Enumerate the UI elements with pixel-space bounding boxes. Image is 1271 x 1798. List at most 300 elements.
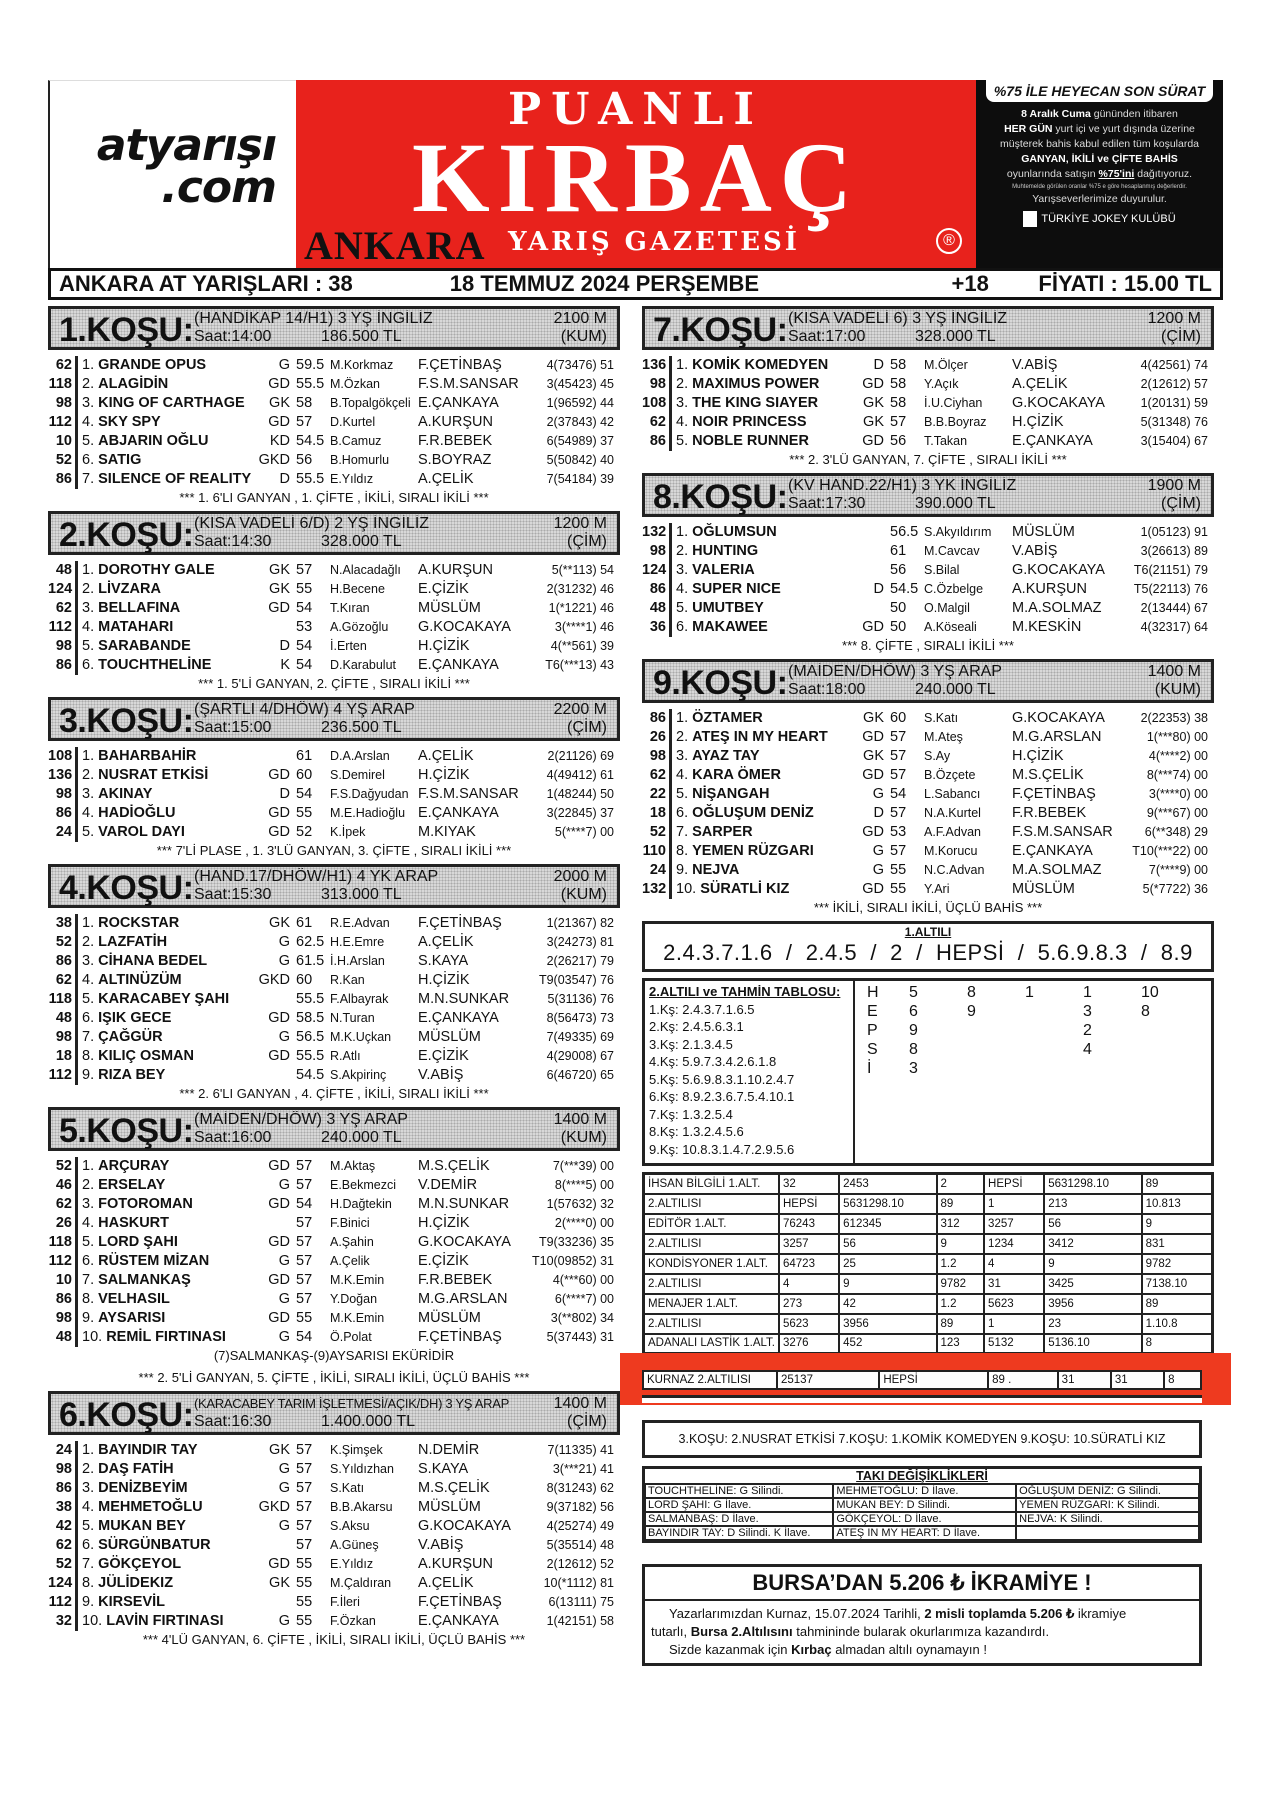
- bursa-p1-post: ikramiye: [1074, 1606, 1127, 1621]
- runner-trainer: F.ÇETİNBAŞ: [418, 1594, 502, 1610]
- hepsi-cell: E: [867, 1003, 878, 1020]
- runner-weight: 61: [890, 543, 907, 559]
- runner-number: 8.: [82, 1575, 95, 1591]
- runner-score: 42: [48, 1517, 78, 1536]
- table-cell: 5631298.10: [1044, 1174, 1141, 1194]
- hepsi-cell: [1141, 1059, 1199, 1078]
- runner-name: YEMEN RÜZGARI: [692, 843, 814, 859]
- hepsi-cell: 3: [1083, 1003, 1092, 1020]
- runner-equipment: G: [872, 843, 884, 859]
- table-cell: 9: [937, 1234, 985, 1254]
- table-cell: 3956: [839, 1314, 936, 1334]
- runner-number: 1.: [676, 710, 689, 726]
- runner-weight: 56: [890, 433, 907, 449]
- runner-number: 8.: [82, 1048, 95, 1064]
- runner-weight: 54.5: [890, 581, 919, 597]
- runner-weight: 54: [296, 1329, 313, 1345]
- race-prize: 236.500 TL: [321, 719, 402, 736]
- hepsi-cell: 2: [1083, 1022, 1092, 1039]
- runner-number: 3.: [676, 562, 689, 578]
- runner-form: 2(26217) 79: [546, 954, 614, 968]
- runner-number: 7.: [82, 1029, 95, 1045]
- hepsi-cell: 8: [1141, 1003, 1150, 1020]
- runner-name-cell: [672, 861, 850, 880]
- runner-weight: 54: [296, 657, 313, 673]
- runner-name-cell: [78, 1195, 256, 1214]
- runner-equipment: GD: [862, 729, 884, 745]
- runner-trainer: G.KOCAKAYA: [1012, 562, 1105, 578]
- table-cell: 5136.10: [1044, 1334, 1141, 1354]
- runner-equipment: G: [278, 1461, 290, 1477]
- table-cell: 1: [984, 1314, 1044, 1334]
- runner-weight: 54.5: [296, 433, 325, 449]
- race-time: Saat:17:30: [788, 495, 866, 512]
- runner-trainer: A.ÇELİK: [418, 1575, 474, 1591]
- runner-score: 86: [48, 804, 78, 823]
- equipment-changes-title: TAKI DEĞİŞİKLİKLERİ: [645, 1469, 1199, 1484]
- runner-trainer: H.ÇİZİK: [418, 972, 470, 988]
- runner-equipment: G: [278, 1253, 290, 1269]
- runner-row: [48, 1252, 620, 1271]
- ad-line5-pre: oyunlarında satışın: [1006, 168, 1099, 180]
- runner-row: [642, 523, 1214, 542]
- hepsi-cell: 1: [1025, 984, 1034, 1001]
- runner-weight: 55: [296, 1310, 313, 1326]
- runner-jockey: N.Turan: [330, 1011, 375, 1025]
- runner-form: 1(*1221) 46: [548, 601, 614, 615]
- runner-name: KOMİK KOMEDYEN: [692, 357, 829, 373]
- runner-weight: 57: [296, 1499, 313, 1515]
- runner-name-cell: [672, 804, 850, 823]
- race-conditions: (HAND.17/DHÖW/H1) 4 YK ARAP: [194, 868, 439, 885]
- runner-trainer: F.R.BEBEK: [418, 1272, 493, 1288]
- runner-trainer: V.ABİŞ: [418, 1537, 464, 1553]
- runner-equipment: GKD: [258, 1499, 290, 1515]
- runner-name-cell: [78, 1460, 256, 1479]
- runner-jockey: A.F.Advan: [924, 825, 981, 839]
- runner-trainer: N.DEMİR: [418, 1442, 480, 1458]
- runner-weight: 57: [890, 414, 907, 430]
- runner-trainer: M.G.ARSLAN: [418, 1291, 508, 1307]
- runner-number: 6.: [82, 1253, 95, 1269]
- runner-name-cell: [78, 1612, 256, 1631]
- runner-list: [48, 1441, 620, 1631]
- runner-trainer: E.ÇANKAYA: [1012, 843, 1093, 859]
- runner-weight: 61: [296, 915, 313, 931]
- runner-form: 6(**348) 29: [1144, 825, 1208, 839]
- runner-number: 4.: [676, 581, 689, 597]
- runner-trainer: F.S.M.SANSAR: [418, 786, 519, 802]
- race-surface: (ÇİM): [1161, 328, 1201, 345]
- runner-name: NOBLE RUNNER: [692, 433, 809, 449]
- info-bar: [48, 268, 1223, 300]
- table-cell: 10.813: [1142, 1194, 1213, 1214]
- runner-row: [642, 599, 1214, 618]
- runner-jockey: Y.Açık: [924, 377, 959, 391]
- runner-jockey: A.Şahin: [330, 1235, 374, 1249]
- race-prize: 313.000 TL: [321, 886, 402, 903]
- runner-jockey: A.Güneş: [330, 1538, 379, 1552]
- table-cell: 31: [1058, 1371, 1111, 1389]
- race-time: Saat:16:30: [194, 1413, 272, 1430]
- runner-jockey: D.Kurtel: [330, 415, 376, 429]
- runner-score: 18: [48, 1047, 78, 1066]
- runner-name: DAŞ FATİH: [98, 1461, 174, 1477]
- runner-row: [642, 356, 1214, 375]
- runner-score: 52: [642, 823, 672, 842]
- runner-trainer: A.KURŞUN: [1012, 581, 1087, 597]
- runner-score: 86: [642, 580, 672, 599]
- runner-score: 108: [642, 394, 672, 413]
- runner-equipment: GD: [268, 376, 290, 392]
- runner-score: 108: [48, 747, 78, 766]
- runner-weight: 56.5: [296, 1029, 325, 1045]
- runner-name-cell: [78, 1047, 256, 1066]
- runner-form: 2(22353) 38: [1140, 711, 1208, 725]
- runner-number: 5.: [82, 991, 95, 1007]
- hepsi-cell: [967, 1059, 1025, 1078]
- jockey-club-icon: [1023, 211, 1037, 227]
- runner-name-cell: [78, 785, 256, 804]
- race-surface: (KUM): [1154, 681, 1201, 698]
- runner-number: 10.: [676, 881, 697, 897]
- runner-score: 52: [48, 933, 78, 952]
- table-cell: 213: [1044, 1194, 1141, 1214]
- race-title: 8.KOŞU:: [653, 478, 788, 516]
- table-cell: 4: [779, 1274, 839, 1294]
- runner-form: 7(****9) 00: [1148, 863, 1208, 877]
- logo-line1: atyarışı: [96, 120, 276, 171]
- runner-form: 5(****7) 00: [554, 825, 614, 839]
- runner-score: 112: [48, 1593, 78, 1612]
- runner-name-cell: [78, 413, 256, 432]
- runner-score: 26: [642, 728, 672, 747]
- race-conditions: (MAİDEN/DHÖW) 3 YŞ ARAP: [194, 1111, 408, 1128]
- runner-name: REMİL FIRTINASI: [106, 1329, 226, 1345]
- runner-name: NEJVA: [692, 862, 740, 878]
- runner-trainer: A.ÇELİK: [418, 748, 474, 764]
- runner-name-cell: [78, 432, 256, 451]
- table-cell: EDİTÖR 1.ALT.: [644, 1214, 779, 1234]
- ad-line5-bold: %75'ini: [1098, 168, 1135, 180]
- runner-row: [642, 823, 1214, 842]
- race-bets-note: *** İKİLİ, SIRALI İKİLİ, ÜÇLÜ BAHİS ***: [813, 900, 1043, 915]
- race-prize: 186.500 TL: [321, 328, 402, 345]
- runner-name-cell: [78, 561, 256, 580]
- race-surface: (KUM): [560, 328, 607, 345]
- runner-row: [48, 933, 620, 952]
- runner-score: 62: [48, 599, 78, 618]
- runner-jockey: M.K.Emin: [330, 1311, 385, 1325]
- runner-name-cell: [78, 823, 256, 842]
- race-time: Saat:14:00: [194, 328, 272, 345]
- runner-equipment: D: [279, 638, 290, 654]
- runner-score: 62: [642, 413, 672, 432]
- runner-name-cell: [78, 1536, 256, 1555]
- runner-jockey: A.Gözoğlu: [330, 620, 389, 634]
- runner-number: 7.: [82, 471, 95, 487]
- runner-trainer: F.S.M.SANSAR: [1012, 824, 1113, 840]
- runner-name: SATIG: [98, 452, 142, 468]
- runner-jockey: H.Dağtekin: [330, 1197, 392, 1211]
- race-header: [48, 1391, 620, 1435]
- runner-form: 2(****0) 00: [554, 1216, 614, 1230]
- runner-name-cell: [672, 880, 850, 899]
- runner-jockey: F.Binici: [330, 1216, 370, 1230]
- runner-number: 9.: [82, 1310, 95, 1326]
- runner-form: 4(49412) 61: [546, 768, 614, 782]
- runner-name: NOIR PRINCESS: [692, 414, 807, 430]
- runner-name: SARPER: [692, 824, 753, 840]
- tahmin-table: [642, 978, 1214, 1166]
- runner-score: 98: [48, 785, 78, 804]
- runner-score: 98: [48, 1309, 78, 1328]
- table-cell: 831: [1142, 1234, 1213, 1254]
- runner-name: ATEŞ IN MY HEART: [692, 729, 828, 745]
- runner-trainer: E.ÇİZİK: [418, 581, 469, 597]
- runner-equipment: G: [278, 1029, 290, 1045]
- runner-weight: 58: [890, 376, 907, 392]
- runner-name: VALERIA: [692, 562, 755, 578]
- runner-jockey: E.Yıldız: [330, 472, 374, 486]
- equipment-change-cell: YEMEN RÜZGARI: K Silindi.: [1016, 1498, 1199, 1512]
- runner-weight: 54.5: [296, 1067, 325, 1083]
- runner-trainer: E.ÇANKAYA: [418, 395, 499, 411]
- runner-row: [48, 1009, 620, 1028]
- runner-name: DENİZBEYİM: [98, 1480, 188, 1496]
- runner-number: 2.: [82, 1177, 95, 1193]
- table-row: [644, 1234, 1213, 1254]
- runner-jockey: C.Özbelge: [924, 582, 984, 596]
- race-header: [48, 511, 620, 555]
- table-cell: 42: [839, 1294, 936, 1314]
- runner-row: [48, 1328, 620, 1347]
- runner-number: 3.: [676, 395, 689, 411]
- table-row: [644, 1174, 1213, 1194]
- runner-jockey: S.Ay: [924, 749, 951, 763]
- runner-weight: 59.5: [296, 357, 325, 373]
- runner-row: [48, 451, 620, 470]
- runner-form: 1(57632) 32: [546, 1197, 614, 1211]
- runner-number: 9.: [82, 1067, 95, 1083]
- runner-weight: 55.5: [296, 991, 325, 1007]
- runner-score: 124: [642, 561, 672, 580]
- table-cell: 3257: [779, 1234, 839, 1254]
- runner-trainer: F.S.M.SANSAR: [418, 376, 519, 392]
- runner-form: 2(21126) 69: [547, 749, 614, 763]
- race-title: 1.KOŞU:: [59, 311, 194, 349]
- runner-form: 4(29008) 67: [546, 1049, 614, 1063]
- runner-trainer: M.KESKİN: [1012, 619, 1082, 635]
- runner-form: 2(12612) 52: [546, 1557, 614, 1571]
- runner-score: 62: [48, 971, 78, 990]
- kirbac-banner: [296, 80, 976, 268]
- table-cell: 2.ALTILISI: [644, 1234, 779, 1254]
- tahmin-line: 7.Kş: 1.3.2.5.4: [649, 1106, 733, 1122]
- race-header: [642, 473, 1214, 517]
- race-header: [48, 864, 620, 908]
- runner-name-cell: [672, 413, 850, 432]
- runner-score: 62: [48, 1195, 78, 1214]
- runner-row: [642, 413, 1214, 432]
- table-cell: 7138.10: [1142, 1274, 1213, 1294]
- table-cell: 25137: [777, 1371, 879, 1389]
- runner-jockey: R.E.Advan: [330, 916, 390, 930]
- table-cell: 89: [1142, 1174, 1213, 1194]
- ad-notice: Yarışseverlerimize duyurulur.: [1032, 193, 1167, 205]
- atyarisi-logo: [48, 80, 296, 268]
- runner-trainer: M.A.SOLMAZ: [1012, 862, 1102, 878]
- runner-jockey: F.Özkan: [330, 1614, 376, 1628]
- runner-name: ALAGİDİN: [98, 376, 169, 392]
- runner-row: [642, 618, 1214, 637]
- runner-score: 98: [48, 1028, 78, 1047]
- runner-trainer: MÜSLÜM: [418, 600, 481, 616]
- hepsi-cell: H: [867, 984, 879, 1001]
- runner-name-cell: [78, 1009, 256, 1028]
- table-cell: 32: [779, 1174, 839, 1194]
- bursa-p3-post: almadan altılı oynamayın !: [831, 1642, 987, 1657]
- race-prize: 328.000 TL: [321, 533, 402, 550]
- runner-form: 5(**113) 54: [551, 563, 614, 577]
- equipment-changes: [642, 1466, 1202, 1543]
- runner-form: 6(46720) 65: [546, 1068, 614, 1082]
- runner-name-cell: [78, 451, 256, 470]
- runner-equipment: GK: [269, 581, 290, 597]
- runner-weight: 58: [890, 395, 907, 411]
- race-conditions: (ŞARTLI 4/DHÖW) 4 YŞ ARAP: [194, 701, 415, 718]
- runner-name-cell: [78, 1441, 256, 1460]
- runner-jockey: F.İleri: [330, 1595, 360, 1609]
- runner-list: [48, 914, 620, 1085]
- runner-jockey: A.Köseali: [924, 620, 977, 634]
- runner-row: [48, 1593, 620, 1612]
- race-title: 6.KOŞU:: [59, 1396, 194, 1434]
- runner-score: 24: [48, 1441, 78, 1460]
- runner-weight: 60: [296, 767, 313, 783]
- runner-equipment: GD: [268, 767, 290, 783]
- runner-score: 46: [48, 1176, 78, 1195]
- runner-score: 98: [642, 542, 672, 561]
- runner-weight: 56: [296, 452, 313, 468]
- runner-name: LİVZARA: [98, 581, 161, 597]
- runner-weight: 53: [296, 619, 313, 635]
- runner-name-cell: [78, 1328, 256, 1347]
- runner-form: 8(****5) 00: [554, 1178, 614, 1192]
- runner-weight: 57: [296, 1480, 313, 1496]
- runner-name-cell: [78, 952, 256, 971]
- runner-name-cell: [672, 542, 850, 561]
- race-bets-note: *** 1. 6'LI GANYAN , 1. ÇİFTE , İKİLİ, SIRALI İKİLİ ***: [179, 490, 489, 505]
- runner-equipment: GK: [269, 395, 290, 411]
- runner-form: 7(54184) 39: [546, 472, 614, 486]
- runner-weight: 57: [890, 729, 907, 745]
- runner-name: OĞLUŞUM DENİZ: [692, 805, 814, 821]
- runner-number: 1.: [82, 1158, 95, 1174]
- runner-list: [48, 1157, 620, 1347]
- runner-jockey: M.K.Uçkan: [330, 1030, 392, 1044]
- table-cell: KURNAZ 2.ALTILISI: [643, 1371, 777, 1389]
- runner-form: 4(**561) 39: [550, 639, 614, 653]
- runner-row: [48, 914, 620, 933]
- runner-row: [48, 1555, 620, 1574]
- runner-number: 2.: [676, 729, 689, 745]
- race-title: 3.KOŞU:: [59, 702, 194, 740]
- runner-number: 2.: [82, 376, 95, 392]
- runner-score: 98: [48, 637, 78, 656]
- runner-score: 132: [642, 523, 672, 542]
- runner-number: 5.: [676, 786, 689, 802]
- runner-form: 5(35514) 48: [546, 1538, 614, 1552]
- runner-weight: 54: [296, 1196, 313, 1212]
- table-cell: 64723: [779, 1254, 839, 1274]
- runner-weight: 54: [890, 786, 907, 802]
- table-row: [644, 1314, 1213, 1334]
- runner-name-cell: [78, 656, 256, 675]
- runner-jockey: M.Cavcav: [924, 544, 980, 558]
- hepsi-cell: [1025, 1040, 1083, 1059]
- runner-jockey: K.Şimşek: [330, 1443, 383, 1457]
- hepsi-cell: 1: [1083, 984, 1092, 1001]
- hepsi-cell: [967, 1040, 1025, 1059]
- runner-name-cell: [78, 356, 256, 375]
- runner-name-cell: [78, 1290, 256, 1309]
- runner-trainer: F.ÇETİNBAŞ: [1012, 786, 1096, 802]
- divider: [642, 1395, 1202, 1403]
- runner-trainer: S.KAYA: [418, 953, 469, 969]
- runner-score: 48: [642, 599, 672, 618]
- runner-number: 1.: [82, 357, 95, 373]
- runner-number: 7.: [676, 824, 689, 840]
- race-bets-note: *** 2. 6'LI GANYAN , 4. ÇİFTE , İKİLİ, SIRALI İKİLİ ***: [179, 1086, 489, 1101]
- race-prize: 328.000 TL: [915, 328, 996, 345]
- tahmin-line: 6.Kş: 8.9.2.3.6.7.5.4.10.1: [649, 1089, 795, 1104]
- runner-name-cell: [78, 766, 256, 785]
- runner-jockey: İ.H.Arslan: [330, 954, 385, 968]
- runner-trainer: E.ÇANKAYA: [418, 1613, 499, 1629]
- runner-weight: 55: [296, 1613, 313, 1629]
- runner-equipment: GD: [268, 1048, 290, 1064]
- runner-equipment: GK: [863, 414, 884, 430]
- runner-weight: 58: [296, 395, 313, 411]
- runner-trainer: G.KOCAKAYA: [1012, 395, 1105, 411]
- runner-name: NUSRAT ETKİSİ: [98, 767, 209, 783]
- runner-row: [642, 861, 1214, 880]
- runner-trainer: S.BOYRAZ: [418, 452, 492, 468]
- runner-jockey: E.Yıldız: [330, 1557, 374, 1571]
- runner-form: 5(31136) 76: [547, 992, 614, 1006]
- runner-row: [48, 766, 620, 785]
- runner-name-cell: [78, 375, 256, 394]
- race-bets-note: *** 4'LÜ GANYAN, 6. ÇİFTE , İKİLİ, SIRALI İKİLİ, ÜÇLÜ BAHİS ***: [142, 1632, 526, 1647]
- runner-name: MAKAWEE: [692, 619, 768, 635]
- ad-line1: gününden itibaren: [1090, 108, 1178, 120]
- runner-name-cell: [78, 1252, 256, 1271]
- race-bets-note: *** 7'Lİ PLASE , 1. 3'LÜ GANYAN, 3. ÇİFTE , SIRALI İKİLİ ***: [156, 843, 512, 858]
- runner-equipment: GD: [268, 805, 290, 821]
- tahmin-title: 2.ALTILI ve TAHMİN TABLOSU:: [649, 984, 841, 999]
- runner-number: 2.: [82, 1461, 95, 1477]
- race-time: Saat:18:00: [788, 681, 866, 698]
- runner-trainer: F.R.BEBEK: [1012, 805, 1087, 821]
- equipment-change-cell: BAYINDIR TAY: D Silindi. K İlave.: [645, 1526, 833, 1540]
- runner-score: 112: [48, 413, 78, 432]
- runner-jockey: H.Becene: [330, 582, 385, 596]
- runner-equipment: G: [872, 862, 884, 878]
- runner-equipment: G: [278, 1613, 290, 1629]
- runner-row: [48, 1271, 620, 1290]
- runner-score: 10: [48, 1271, 78, 1290]
